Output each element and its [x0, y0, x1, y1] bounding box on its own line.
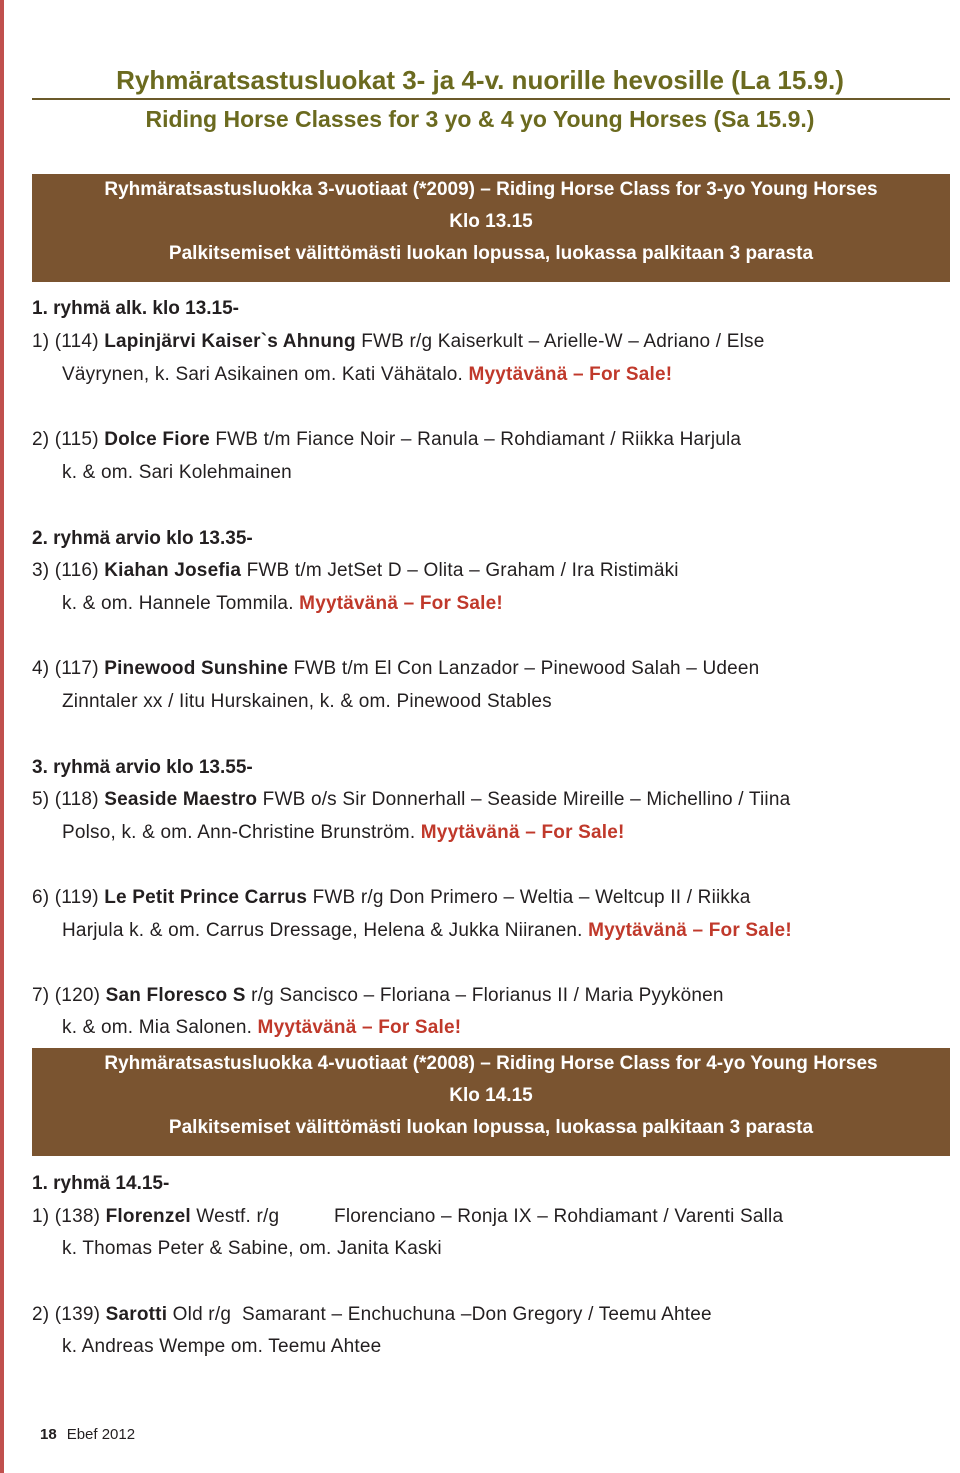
entry-line: k. Andreas Wempe om. Teemu Ahtee: [62, 1336, 382, 1357]
entry-line: Väyrynen, k. Sari Asikainen om. Kati Vähätalo. Myytävänä – For Sale!: [62, 364, 673, 385]
for-sale-label: Myytävänä – For Sale!: [420, 822, 625, 843]
entry-line: Polso, k. & om. Ann-Christine Brunström. Myytävänä – For Sale!: [62, 822, 625, 843]
horse-name: Florenzel: [105, 1206, 191, 1227]
entry-line: 6) (119) Le Petit Prince Carrus FWB r/g Don Primero – Weltia – Weltcup II / Riikka: [32, 887, 751, 908]
group-heading: 2. ryhmä arvio klo 13.35-: [32, 528, 253, 549]
horse-name: San Floresco S: [105, 985, 246, 1006]
page-number: 18: [40, 1426, 57, 1443]
entry-line: k. & om. Sari Kolehmainen: [62, 462, 292, 483]
entry-line: Harjula k. & om. Carrus Dressage, Helena & Jukka Niiranen. Myytävänä – For Sale!: [62, 920, 792, 941]
page-edge-rule: [0, 0, 4, 1473]
entry-line: Zinntaler xx / Iitu Hurskainen, k. & om. Pinewood Stables: [62, 691, 552, 712]
horse-name: Sarotti: [105, 1304, 168, 1325]
entry-line: 7) (120) San Floresco S r/g Sancisco – Floriana – Florianus II / Maria Pyykönen: [32, 985, 724, 1006]
group-heading: 1. ryhmä 14.15-: [32, 1173, 170, 1194]
title-divider: [32, 98, 950, 100]
horse-name: Seaside Maestro: [104, 789, 258, 810]
class-awards: Palkitsemiset välittömästi luokan lopussa, luokassa palkitaan 3 parasta: [168, 1117, 814, 1138]
entry-line: 5) (118) Seaside Maestro FWB o/s Sir Donnerhall – Seaside Mireille – Michellino / Tiina: [32, 789, 791, 810]
entry-line: 2) (115) Dolce Fiore FWB t/m Fiance Noir – Ranula – Rohdiamant / Riikka Harjula: [32, 429, 742, 450]
entry-line: 1) (138) Florenzel Westf. r/g Florenciano – Ronja IX – Rohdiamant / Varenti Salla: [32, 1206, 784, 1227]
class-time: Klo 14.15: [449, 1085, 533, 1106]
page-title: Ryhmäratsastusluokat 3- ja 4-v. nuorille hevosille (La 15.9.): [116, 65, 844, 95]
entry-line: k. & om. Mia Salonen. Myytävänä – For Sale!: [62, 1017, 462, 1038]
horse-name: Dolce Fiore: [104, 429, 210, 450]
horse-name: Lapinjärvi Kaiser`s Ahnung: [104, 331, 356, 352]
page-subtitle: Riding Horse Classes for 3 yo & 4 yo Young Horses (Sa 15.9.): [145, 106, 815, 132]
entry-line: k. & om. Hannele Tommila. Myytävänä – For Sale!: [62, 593, 503, 614]
for-sale-label: Myytävänä – For Sale!: [257, 1017, 462, 1038]
entry-line: 2) (139) Sarotti Old r/g Samarant – Enchuchuna –Don Gregory / Teemu Ahtee: [32, 1304, 712, 1325]
entry-line: 4) (117) Pinewood Sunshine FWB t/m El Con Lanzador – Pinewood Salah – Udeen: [32, 658, 760, 679]
entry-line: 1) (114) Lapinjärvi Kaiser`s Ahnung FWB r/g Kaiserkult – Arielle-W – Adriano / Else: [32, 331, 765, 352]
horse-name: Kiahan Josefia: [104, 560, 242, 581]
horse-name: Pinewood Sunshine: [104, 658, 289, 679]
class-3yo-banner: [32, 174, 950, 282]
horse-name: Le Petit Prince Carrus: [104, 887, 308, 908]
entry-line: k. Thomas Peter & Sabine, om. Janita Kaski: [62, 1238, 442, 1259]
entry-line: 3) (116) Kiahan Josefia FWB t/m JetSet D – Olita – Graham / Ira Ristimäki: [32, 560, 679, 581]
for-sale-label: Myytävänä – For Sale!: [468, 364, 673, 385]
class-4yo-banner: [32, 1048, 950, 1156]
class-awards: Palkitsemiset välittömästi luokan lopussa, luokassa palkitaan 3 parasta: [168, 243, 814, 264]
group-heading: 1. ryhmä alk. klo 13.15-: [32, 298, 240, 319]
group-heading: 3. ryhmä arvio klo 13.55-: [32, 757, 253, 778]
footer-label: Ebef 2012: [66, 1426, 136, 1443]
for-sale-label: Myytävänä – For Sale!: [588, 920, 792, 941]
class-time: Klo 13.15: [449, 211, 533, 232]
page-footer: [40, 1422, 135, 1448]
class-title: Ryhmäratsastusluokka 3-vuotiaat (*2009) – Riding Horse Class for 3-yo Young Horses: [104, 179, 878, 200]
class-title: Ryhmäratsastusluokka 4-vuotiaat (*2008) – Riding Horse Class for 4-yo Young Horses: [104, 1053, 878, 1074]
for-sale-label: Myytävänä – For Sale!: [299, 593, 503, 614]
